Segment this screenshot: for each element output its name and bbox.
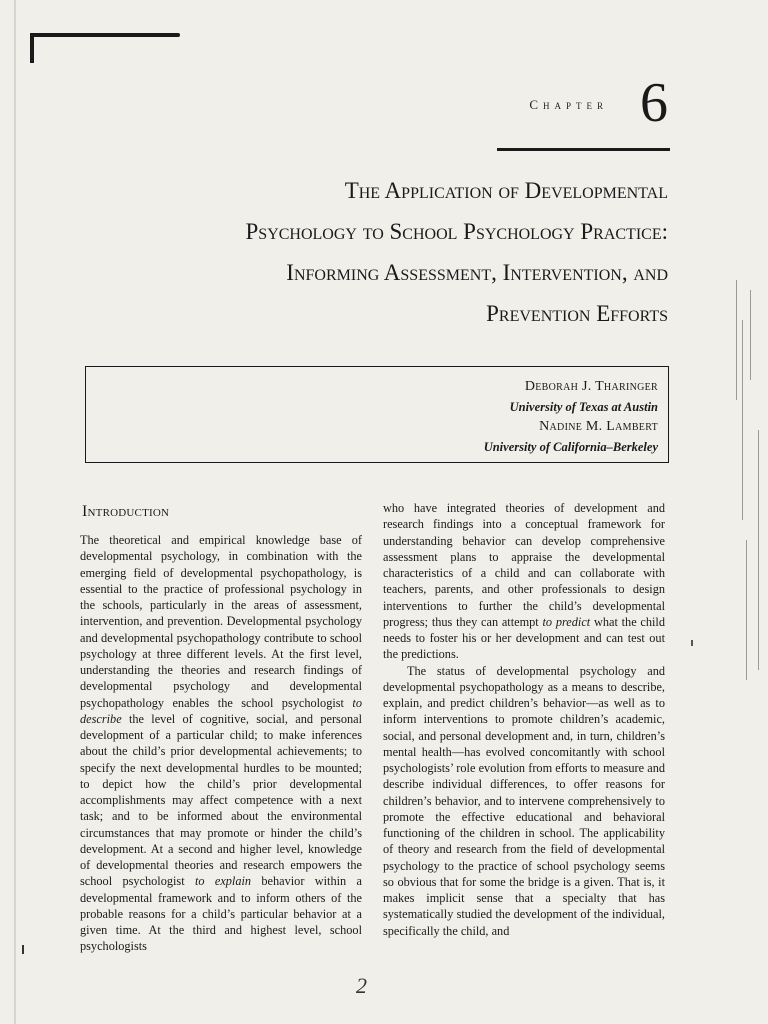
stray-handwritten-mark: 2 [356, 973, 367, 998]
author-affiliation: University of Texas at Austin [509, 400, 658, 414]
paragraph [80, 532, 362, 955]
emphasis: to predict [542, 614, 591, 629]
scan-corner-mark [30, 33, 180, 37]
right-column [383, 500, 665, 939]
text-run: behavior within a developmental framework and to inform others of the probable reasons for a child’s particular behavior at a given time. At the third and highest level, school psychologists [80, 874, 362, 954]
text-run: what the child needs to foster his or her development and can test out the predictions. [383, 614, 665, 662]
author-name: Nadine M. Lambert [539, 419, 658, 434]
section-heading: Introduction [82, 503, 170, 520]
scan-edge-shadow [14, 0, 16, 1024]
author-list [484, 377, 658, 457]
chapter-title [80, 170, 668, 334]
paragraph [383, 500, 665, 663]
author-name: Deborah J. Tharinger [524, 379, 658, 394]
author-affiliation: University of California–Berkeley [483, 440, 658, 454]
text-run: who have integrated theories of development and research findings into a conceptual framework for understanding behavior can develop comprehensive assessment plans to appraise the developmental characteristics of a child and can collaborate with teachers, parents, and other professionals to design interventions to further the child’s developmental progress; thus they can attempt [383, 501, 665, 629]
chapter-rule [497, 148, 670, 151]
emphasis: to describe [80, 695, 362, 726]
chapter-number: 6 [640, 72, 668, 134]
paragraph: The status of developmental psychology and developmental psychopathology as a means to describe, explain, and predict children’s behavior—as well as to inform interventions to promote children’s academic, social, and personal development and, in turn, children’s mental health—has evolved concomitantly with school psychologists’ role evolution from efforts to measure and describe individual differences, to offer reasons for children’s behavior, and to intervene comprehensively to promote the effective educational and behavioral functioning of the children in school. The applicability of theory and research from the field of developmental psychology to the practice of school psychology seems so obvious that for some the bridge is a given. That is, it makes implicit sense that a specialty that has systematically studied the development of the individual, specifically the child, and [383, 663, 665, 938]
scan-noise [728, 280, 768, 700]
scan-speck [691, 640, 693, 646]
author-box [85, 366, 669, 463]
title-line: Informing Assessment, Intervention, and [286, 260, 668, 285]
scan-corner-mark-vertical [30, 33, 34, 63]
text-run: The theoretical and empirical knowledge base of developmental psychology, in combination with the emerging field of developmental psychopathology, is essential to the practice of professional psychology in the schools, particularly in the areas of assessment, intervention, and prevention. Developmental psychology and developmental psychopathology contribute to school psychology at three different levels. At the first level, understanding the theories and research findings of developmental psychology and developmental psychopathology enables the school psychologist [80, 533, 362, 710]
emphasis: to explain [194, 874, 252, 889]
title-line: Prevention Efforts [486, 301, 668, 326]
title-line: Psychology to School Psychology Practice: [245, 219, 668, 244]
left-column [80, 532, 362, 955]
title-line: The Application of Developmental [344, 178, 668, 203]
chapter-label: Chapter [529, 97, 608, 112]
text-run: the level of cognitive, social, and personal development of a particular child; to make inferences about the child’s prior developmental achievements; to specify the next developmental hurdles to be mounted; to depict how the child’s prior developmental accomplishments may affect competence with a next task; and to be informed about the environmental circumstances that may promote or hinder the child’s development. At a second and higher level, knowledge of developmental theories and research empowers the school psychologist [80, 711, 362, 889]
scan-speck [22, 945, 24, 954]
